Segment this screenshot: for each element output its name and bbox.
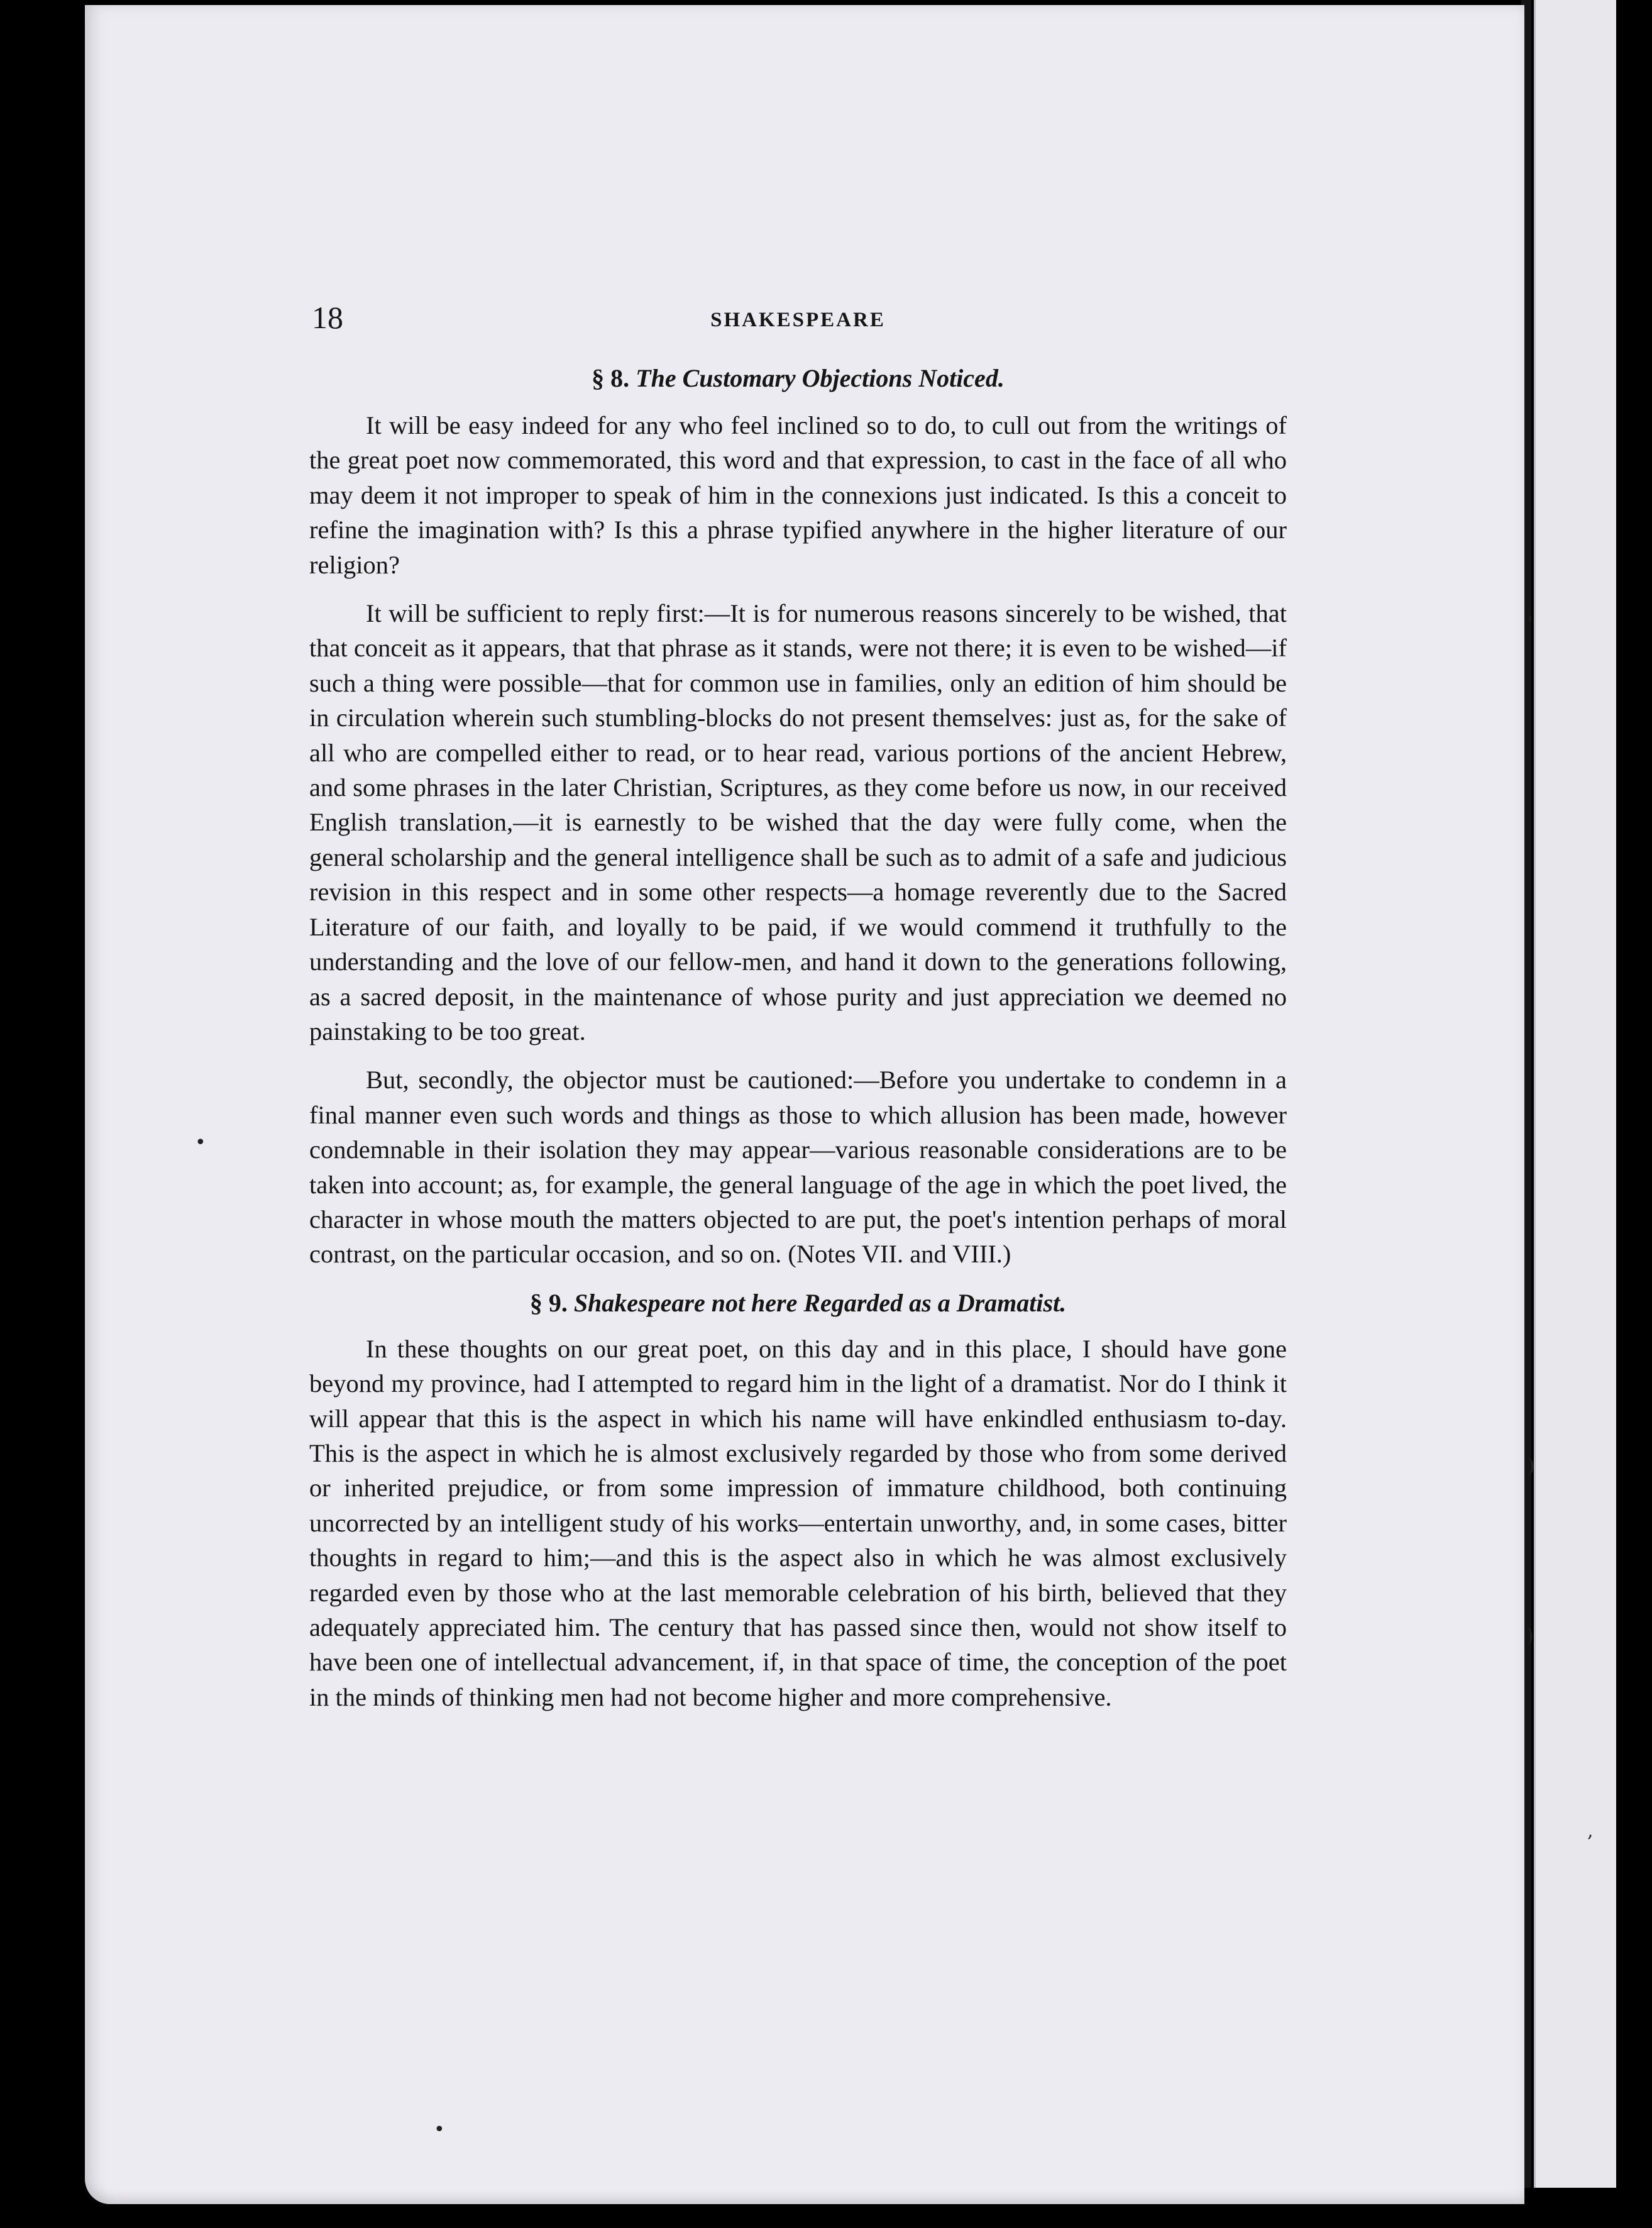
margin-speck: • <box>195 1132 206 1154</box>
section-heading-8 <box>309 361 1287 395</box>
page-text-block <box>309 295 1287 1728</box>
section-number: § 8. <box>592 364 630 392</box>
margin-speck: • <box>434 2119 445 2141</box>
margin-speck: , <box>1587 1820 1594 1842</box>
section-heading-9 <box>309 1286 1287 1320</box>
section-number: § 9. <box>529 1288 568 1317</box>
paragraph: It will be sufficient to reply first:—It is for numerous reasons sincerely to be wished, that that conceit as it appears, that that phrase as it stands, were not there; it is even to be wished—if such a thing were possible—that for common use in families, only an edition of him should be in circulation wherein such stumbling-blocks do not present themselves: just as, for the sake of all who are compelled either to read, or to hear read, various portions of the ancient Hebrew, and some phrases in the later Christian, Scriptures, as they come before us now, in our received English translation,—it is earnestly to be wished that the day were fully come, when the general scholarship and the general intelligence shall be such as to admit of a safe and judicious revision in this respect and in some other respects—a homage reverently due to the Sacred Literature of our faith, and loyally to be paid, if we would commend it truthfully to the understanding and the love of our fellow-men, and hand it down to the generations following, as a sacred deposit, in the maintenance of whose purity and just appreciation we deemed no painstaking to be too great. <box>309 599 1287 1045</box>
running-title: SHAKESPEARE <box>710 309 886 331</box>
margin-speck: ) <box>1528 1455 1535 1477</box>
margin-speck: ' <box>1528 613 1533 635</box>
section-title: Shakespeare not here Regarded as a Dramatist. <box>573 1288 1067 1317</box>
paragraph: But, secondly, the objector must be cautioned:—Before you undertake to condemn in a final manner even such words and things as those to which allusion has been made, however condemnable in their isolation they may appear—various reasonable considerations are to be taken into account; as, for example, the general language of the age in which the poet lived, the character in whose mouth the matters objected to are put, the poet's intention perhaps of moral contrast, on the particular occasion, and so on. (Notes VII. and VIII.) <box>309 1066 1287 1269</box>
facing-page-edge <box>1534 0 1616 2188</box>
running-head <box>309 295 1287 339</box>
paragraph: It will be easy indeed for any who feel inclined so to do, to cull out from the writings of the great poet now commemorated, this word and that expression, to cast in the face of all who may deem it not improper to speak of him in the connexions just indicated. Is this a conceit to refine the imagination with? Is this a phrase typified anywhere in the higher literature of our religion? <box>309 411 1287 579</box>
paragraph: In these thoughts on our great poet, on this day and in this place, I should have gone beyond my province, had I attempted to regard him in the light of a dramatist. Nor do I think it will appear that this is the aspect in which his name will have enkindled enthusiasm to-day. This is the aspect in which he is almost exclusively regarded by those who from some derived or inherited prejudice, or from some impression of immature childhood, both continuing uncorrected by an intelligent study of his works—entertain unworthy, and, in some cases, bitter thoughts in regard to him;—and this is the aspect also in which he was almost exclusively regarded even by those who at the last memorable celebration of his birth, believed that they adequately appreciated him. The century that has passed since then, would not show itself to have been one of intellectual advancement, if, in that space of time, the conception of the poet in the minds of thinking men had not become higher and more comprehensive. <box>309 1334 1287 1711</box>
section-title: The Customary Objections Noticed. <box>636 364 1005 392</box>
margin-speck: ) <box>1526 1625 1534 1647</box>
page-number: 18 <box>312 300 343 335</box>
